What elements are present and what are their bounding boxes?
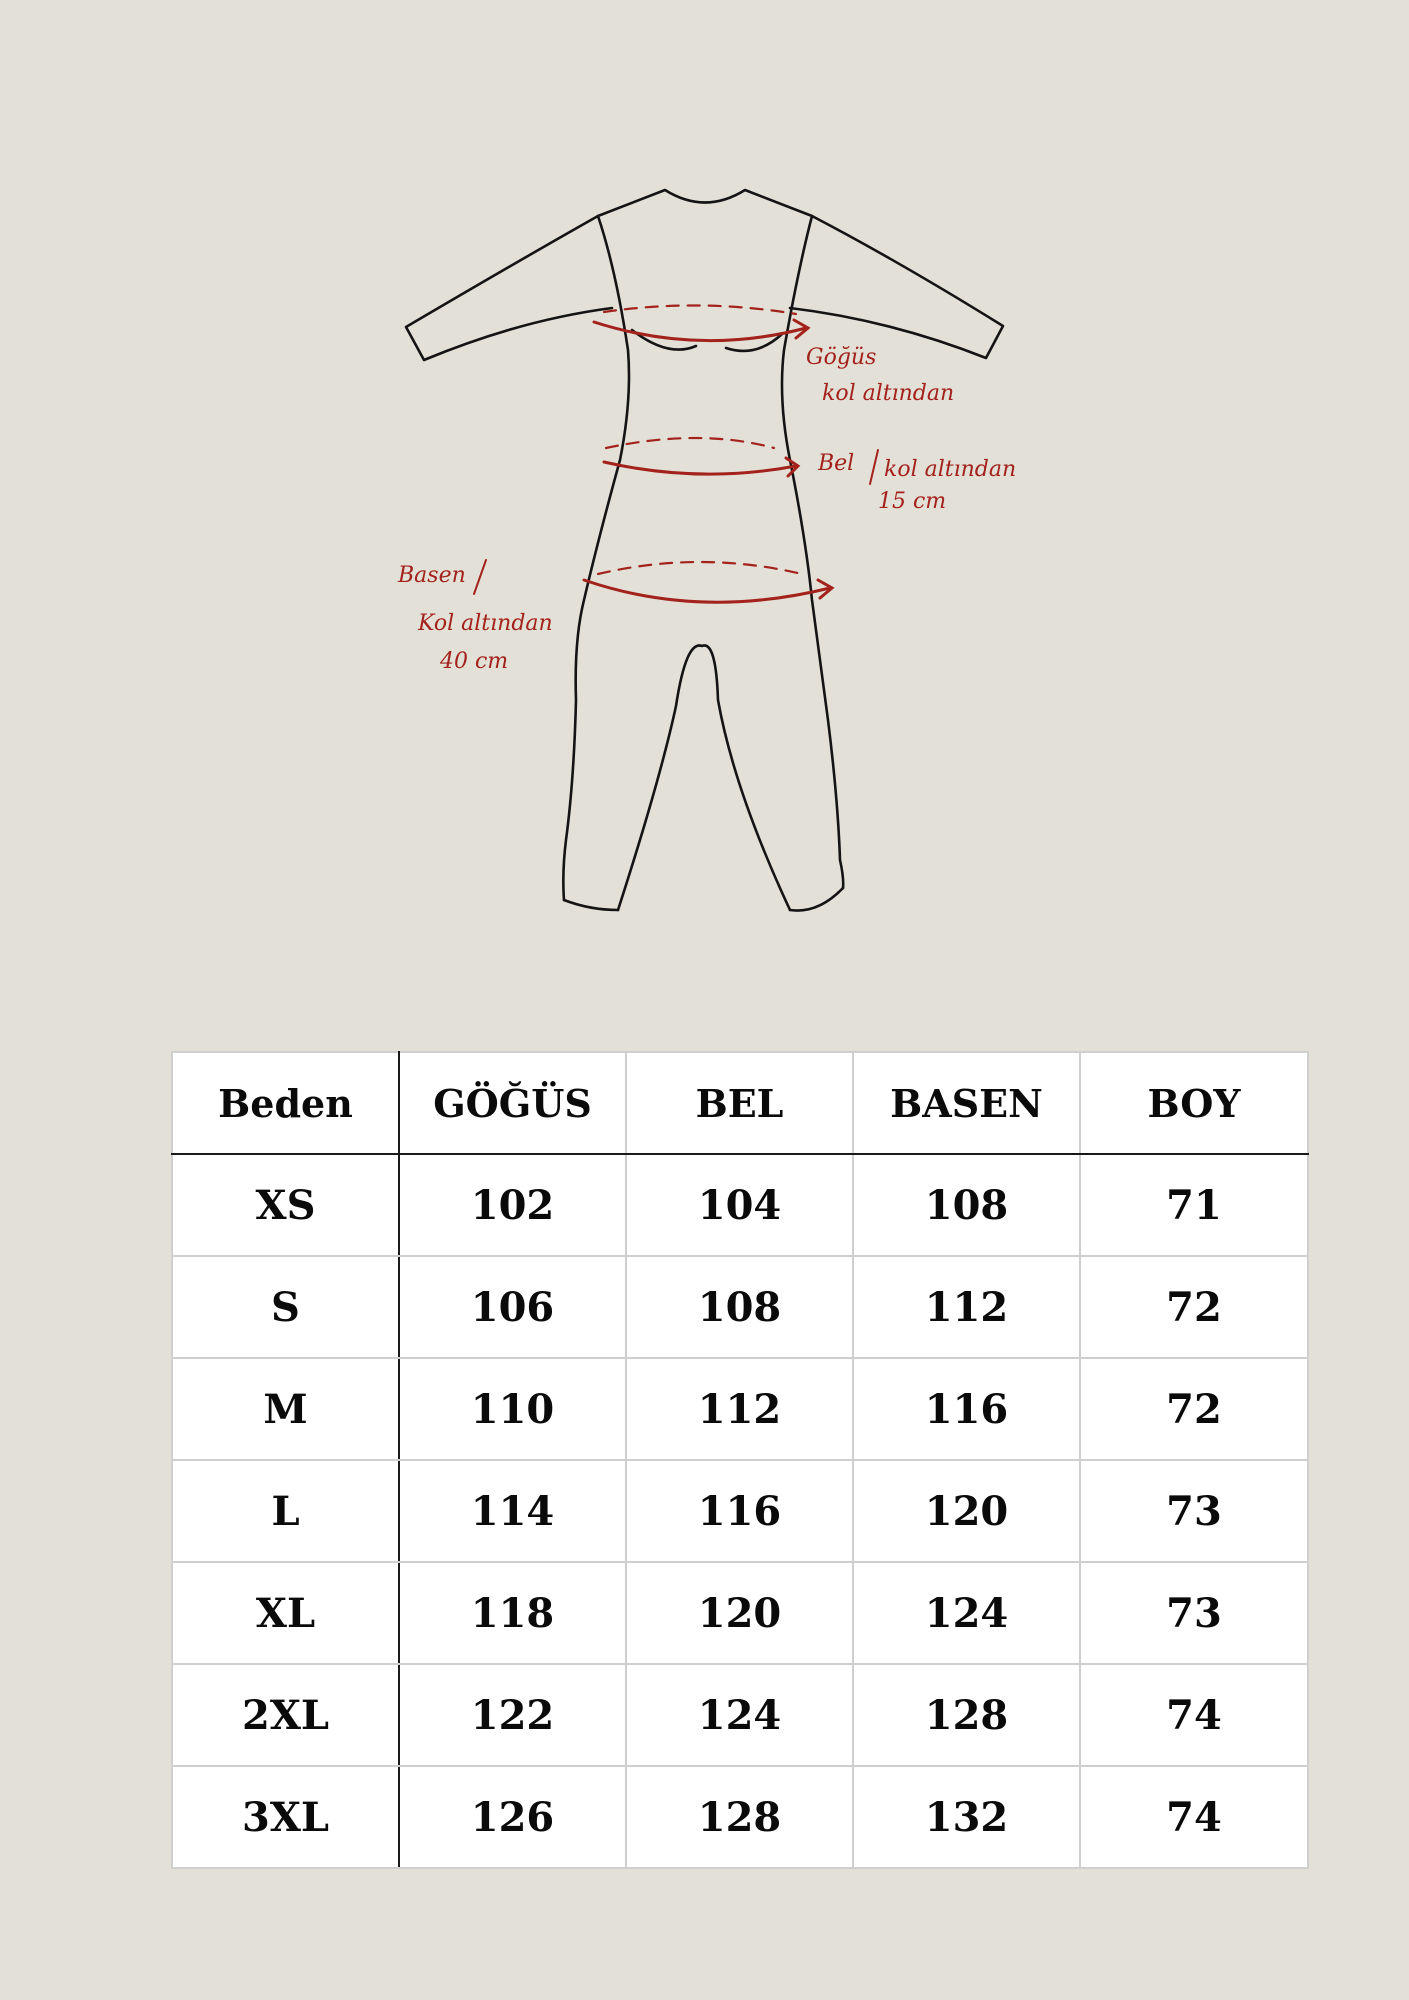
header-length: BOY bbox=[1080, 1052, 1308, 1154]
hip-annotation-sub: Kol altından bbox=[418, 611, 553, 636]
size-cell: S bbox=[172, 1256, 399, 1358]
waist-cell: 116 bbox=[626, 1460, 853, 1562]
hip-dashed-line bbox=[598, 562, 802, 574]
hip-annotation-slash bbox=[474, 560, 486, 594]
table-row bbox=[172, 1358, 1308, 1460]
body-left-edge bbox=[563, 216, 629, 900]
header-hip: BASEN bbox=[853, 1052, 1080, 1154]
size-cell: 3XL bbox=[172, 1766, 399, 1868]
table-row bbox=[172, 1460, 1308, 1562]
size-chart-table bbox=[171, 1051, 1309, 1869]
waist-cell: 104 bbox=[626, 1154, 853, 1256]
waist-annotation-slash bbox=[870, 450, 878, 484]
hip-cell: 112 bbox=[853, 1256, 1080, 1358]
hip-arrow-line bbox=[584, 580, 830, 602]
waist-dashed-line bbox=[606, 438, 774, 448]
chest-cell: 114 bbox=[399, 1460, 626, 1562]
waist-cell: 120 bbox=[626, 1562, 853, 1664]
hip-cell: 124 bbox=[853, 1562, 1080, 1664]
waist-cell: 128 bbox=[626, 1766, 853, 1868]
size-cell: 2XL bbox=[172, 1664, 399, 1766]
waist-arrow-line bbox=[604, 462, 796, 474]
chest-cell: 122 bbox=[399, 1664, 626, 1766]
chest-measurement bbox=[594, 305, 954, 406]
size-cell: XL bbox=[172, 1562, 399, 1664]
length-cell: 71 bbox=[1080, 1154, 1308, 1256]
chest-dashed-line bbox=[604, 305, 796, 314]
body-right-edge bbox=[782, 216, 843, 888]
shoulder-neckline bbox=[598, 190, 812, 216]
hip-cell: 132 bbox=[853, 1766, 1080, 1868]
chest-cell: 110 bbox=[399, 1358, 626, 1460]
left-sleeve bbox=[406, 216, 612, 360]
table-header-row bbox=[172, 1052, 1308, 1154]
header-chest: GÖĞÜS bbox=[399, 1052, 626, 1154]
chest-cell: 118 bbox=[399, 1562, 626, 1664]
header-waist: BEL bbox=[626, 1052, 853, 1154]
waist-annotation-offset: 15 cm bbox=[878, 489, 947, 514]
header-size: Beden bbox=[172, 1052, 399, 1154]
hip-annotation-offset: 40 cm bbox=[440, 649, 509, 674]
right-hem bbox=[790, 888, 843, 911]
hip-annotation-title: Basen bbox=[398, 563, 466, 588]
table-row bbox=[172, 1154, 1308, 1256]
size-cell: XS bbox=[172, 1154, 399, 1256]
table-row bbox=[172, 1664, 1308, 1766]
waist-measurement bbox=[604, 438, 1016, 514]
left-hem bbox=[564, 900, 618, 910]
chest-cell: 106 bbox=[399, 1256, 626, 1358]
waist-cell: 112 bbox=[626, 1358, 853, 1460]
garment-measurement-diagram bbox=[0, 0, 1409, 960]
waist-annotation-sub: kol altından bbox=[884, 457, 1017, 482]
length-cell: 74 bbox=[1080, 1766, 1308, 1868]
chest-annotation-sub: kol altından bbox=[822, 381, 955, 406]
hip-cell: 120 bbox=[853, 1460, 1080, 1562]
length-cell: 72 bbox=[1080, 1358, 1308, 1460]
length-cell: 73 bbox=[1080, 1460, 1308, 1562]
table-row bbox=[172, 1766, 1308, 1868]
chest-annotation-title: Göğüs bbox=[806, 345, 877, 370]
table-row bbox=[172, 1562, 1308, 1664]
size-cell: L bbox=[172, 1460, 399, 1562]
right-sleeve bbox=[790, 216, 1003, 358]
hip-cell: 108 bbox=[853, 1154, 1080, 1256]
length-cell: 73 bbox=[1080, 1562, 1308, 1664]
table-row bbox=[172, 1256, 1308, 1358]
chest-cell: 126 bbox=[399, 1766, 626, 1868]
jumpsuit-outline bbox=[406, 190, 1003, 911]
hip-cell: 128 bbox=[853, 1664, 1080, 1766]
hip-cell: 116 bbox=[853, 1358, 1080, 1460]
waist-annotation-title: Bel bbox=[818, 451, 855, 476]
length-cell: 72 bbox=[1080, 1256, 1308, 1358]
hip-measurement bbox=[397, 560, 832, 674]
crotch-inseam bbox=[618, 645, 790, 910]
size-cell: M bbox=[172, 1358, 399, 1460]
chest-cell: 102 bbox=[399, 1154, 626, 1256]
length-cell: 74 bbox=[1080, 1664, 1308, 1766]
waist-cell: 124 bbox=[626, 1664, 853, 1766]
waist-cell: 108 bbox=[626, 1256, 853, 1358]
